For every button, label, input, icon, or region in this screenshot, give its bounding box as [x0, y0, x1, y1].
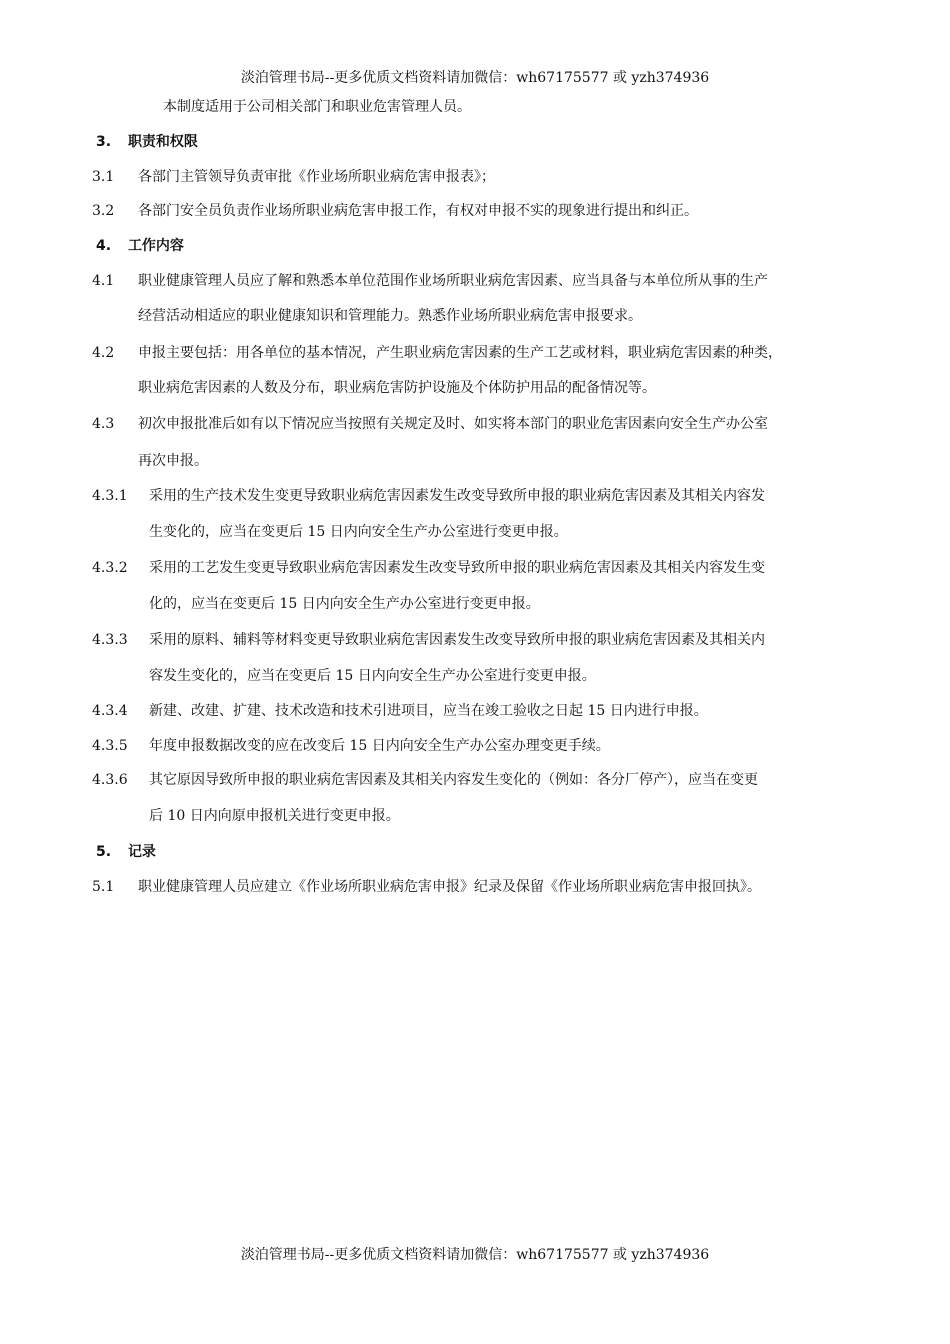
clause-4-1-line-2: 经营活动相适应的职业健康知识和管理能力。熟悉作业场所职业病危害申报要求。	[138, 308, 642, 324]
clause-4-3-text: 初次申报批准后如有以下情况应当按照有关规定及时、如实将本部门的职业危害因素向安全生产办公室	[138, 416, 768, 432]
clause-4-3-3-number: 4.3.3	[92, 632, 128, 648]
clause-4-3-2-text: 采用的工艺发生变更导致职业病危害因素发生改变导致所申报的职业病危害因素及其相关内容发生变	[149, 560, 765, 576]
clause-3-2	[92, 201, 698, 221]
clause-4-1-line-1	[92, 271, 768, 291]
section-5-number: 5.	[96, 844, 112, 860]
clause-4-3-1-line-2: 生变化的，应当在变更后 15 日内向安全生产办公室进行变更申报。	[149, 524, 568, 540]
intro-text: 本制度适用于公司相关部门和职业危害管理人员。	[163, 99, 471, 115]
clause-4-3-1-line-1	[92, 486, 765, 506]
section-3-heading	[96, 132, 198, 152]
clause-4-3-2-line-1	[92, 558, 765, 578]
clause-4-3-3-line-1	[92, 630, 765, 650]
clause-4-3-line-2: 再次申报。	[138, 453, 208, 469]
clause-4-3-4-text: 新建、改建、扩建、技术改造和技术引进项目，应当在竣工验收之日起 15 日内进行申报。	[149, 703, 708, 719]
clause-4-1-number: 4.1	[92, 273, 115, 289]
clause-3-2-text: 各部门安全员负责作业场所职业病危害申报工作，有权对申报不实的现象进行提出和纠正。	[138, 203, 698, 219]
clause-3-1-text: 各部门主管领导负责审批《作业场所职业病危害申报表》；	[138, 169, 495, 185]
clause-5-1-number: 5.1	[92, 879, 115, 895]
section-4-heading	[96, 236, 184, 256]
clause-4-3-4	[92, 701, 708, 721]
clause-4-2-text: 申报主要包括：用各单位的基本情况，产生职业病危害因素的生产工艺或材料，职业病危害因素的种类，	[138, 345, 782, 361]
clause-4-3-number: 4.3	[92, 416, 115, 432]
clause-4-2-line-1	[92, 343, 782, 363]
clause-3-1-number: 3.1	[92, 169, 115, 185]
clause-4-3-4-number: 4.3.4	[92, 703, 128, 719]
clause-4-3-2-number: 4.3.2	[92, 560, 128, 576]
clause-4-3-5-number: 4.3.5	[92, 738, 128, 754]
clause-4-3-5	[92, 736, 610, 756]
clause-4-3-3-text: 采用的原料、辅料等材料变更导致职业病危害因素发生改变导致所申报的职业病危害因素及其相关内	[149, 632, 765, 648]
clause-4-1-text: 职业健康管理人员应了解和熟悉本单位范围作业场所职业病危害因素、应当具备与本单位所从事的生产	[138, 273, 768, 289]
clause-3-2-number: 3.2	[92, 203, 115, 219]
section-4-number: 4.	[96, 238, 112, 254]
clause-4-3-6-line-1	[92, 770, 758, 790]
clause-4-2-number: 4.2	[92, 345, 115, 361]
clause-4-2-line-2: 职业病危害因素的人数及分布，职业病危害防护设施及个体防护用品的配备情况等。	[138, 380, 656, 396]
clause-4-3-5-text: 年度申报数据改变的应在改变后 15 日内向安全生产办公室办理变更手续。	[149, 738, 610, 754]
section-5-heading	[96, 842, 156, 862]
clause-4-3-6-number: 4.3.6	[92, 772, 128, 788]
clause-4-3-3-line-2: 容发生变化的，应当在变更后 15 日内向安全生产办公室进行变更申报。	[149, 668, 596, 684]
page-header: 淡泊管理书局--更多优质文档资料请加微信：wh67175577 或 yzh374936	[240, 70, 710, 86]
section-5-title: 记录	[127, 844, 156, 860]
clause-5-1	[92, 877, 761, 897]
clause-3-1	[92, 167, 495, 187]
clause-4-3-2-line-2: 化的，应当在变更后 15 日内向安全生产办公室进行变更申报。	[149, 596, 540, 612]
clause-4-3-1-number: 4.3.1	[92, 488, 128, 504]
section-3-number: 3.	[96, 134, 112, 150]
clause-4-3-1-text: 采用的生产技术发生变更导致职业病危害因素发生改变导致所申报的职业病危害因素及其相关内容发	[149, 488, 765, 504]
page-footer: 淡泊管理书局--更多优质文档资料请加微信：wh67175577 或 yzh374936	[240, 1247, 710, 1263]
section-3-title: 职责和权限	[127, 134, 198, 150]
clause-4-3-line-1	[92, 414, 768, 434]
clause-5-1-text: 职业健康管理人员应建立《作业场所职业病危害申报》纪录及保留《作业场所职业病危害申报回执》。	[138, 879, 761, 895]
section-4-title: 工作内容	[127, 238, 184, 254]
clause-4-3-6-text: 其它原因导致所申报的职业病危害因素及其相关内容发生变化的（例如：各分厂停产），应当在变更	[149, 772, 758, 788]
clause-4-3-6-line-2: 后 10 日内向原申报机关进行变更申报。	[149, 808, 400, 824]
